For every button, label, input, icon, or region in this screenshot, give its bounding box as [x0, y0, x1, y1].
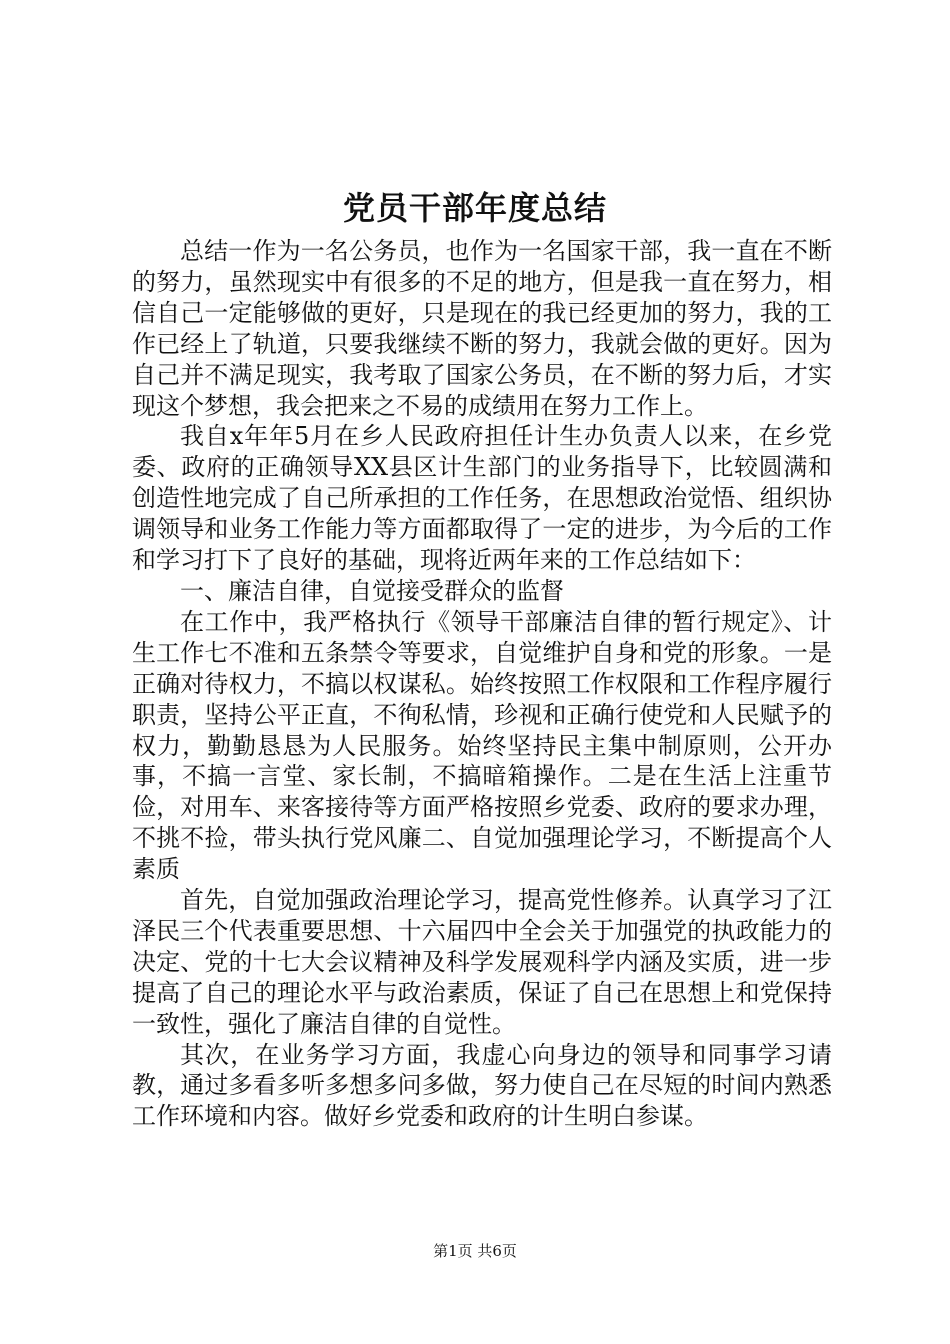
paragraph-integrity-details: 在工作中，我严格执行《领导干部廉洁自律的暂行规定》、计生工作七不准和五条禁令等要求，自觉维护自身和党的形象。一是正确对待权力，不搞以权谋私。始终按照工作权限和工作程序履行职责，坚持公平正直，不徇私情，珍视和正确行使党和人民赋予的权力，勤勤恳恳为人民服务。始终坚持民主集中制原则，公开办事，不搞一言堂、家长制，不搞暗箱操作。二是在生活上注重节俭，对用车、来客接待等方面严格按照乡党委、政府的要求办理，不挑不捡，带头执行党风廉二、自觉加强理论学习，不断提高个人素质 [132, 607, 832, 884]
page-number-footer: 第1页 共6页 [433, 1242, 517, 1260]
paragraph-theory-study: 首先，自觉加强政治理论学习，提高党性修养。认真学习了江泽民三个代表重要思想、十六届四中全会关于加强党的执政能力的决定、党的十七大会议精神及科学发展观科学内涵及实质，进一步提高了自己的理论水平与政治素质，保证了自己在思想上和党保持一致性，强化了廉洁自律的自觉性。 [132, 886, 832, 1038]
paragraph-business-study: 其次，在业务学习方面，我虚心向身边的领导和同事学习请教，通过多看多听多想多问多做，努力使自己在尽短的时间内熟悉工作环境和内容。做好乡党委和政府的计生明白参谋。 [132, 1040, 832, 1131]
document-title: 党员干部年度总结 [342, 189, 607, 227]
paragraph-summary-intro: 总结一作为一名公务员，也作为一名国家干部，我一直在不断的努力，虽然现实中有很多的不足的地方，但是我一直在努力，相信自己一定能够做的更好，只是现在的我已经更加的努力，我的工作已经上了轨道，只要我继续不断的努力，我就会做的更好。因为自己并不满足现实，我考取了国家公务员，在不断的努力后，才实现这个梦想，我会把来之不易的成绩用在努力工作上。 [132, 237, 832, 420]
document-body [132, 236, 832, 1132]
paragraph-work-overview: 我自x年年5月在乡人民政府担任计生办负责人以来，在乡党委、政府的正确领导XX县区计生部门的业务指导下，比较圆满和创造性地完成了自己所承担的工作任务，在思想政治觉悟、组织协调领导和业务工作能力等方面都取得了一定的进步，为今后的工作和学习打下了良好的基础，现将近两年来的工作总结如下： [132, 422, 832, 575]
section-heading-integrity: 一、廉洁自律，自觉接受群众的监督 [180, 576, 564, 605]
